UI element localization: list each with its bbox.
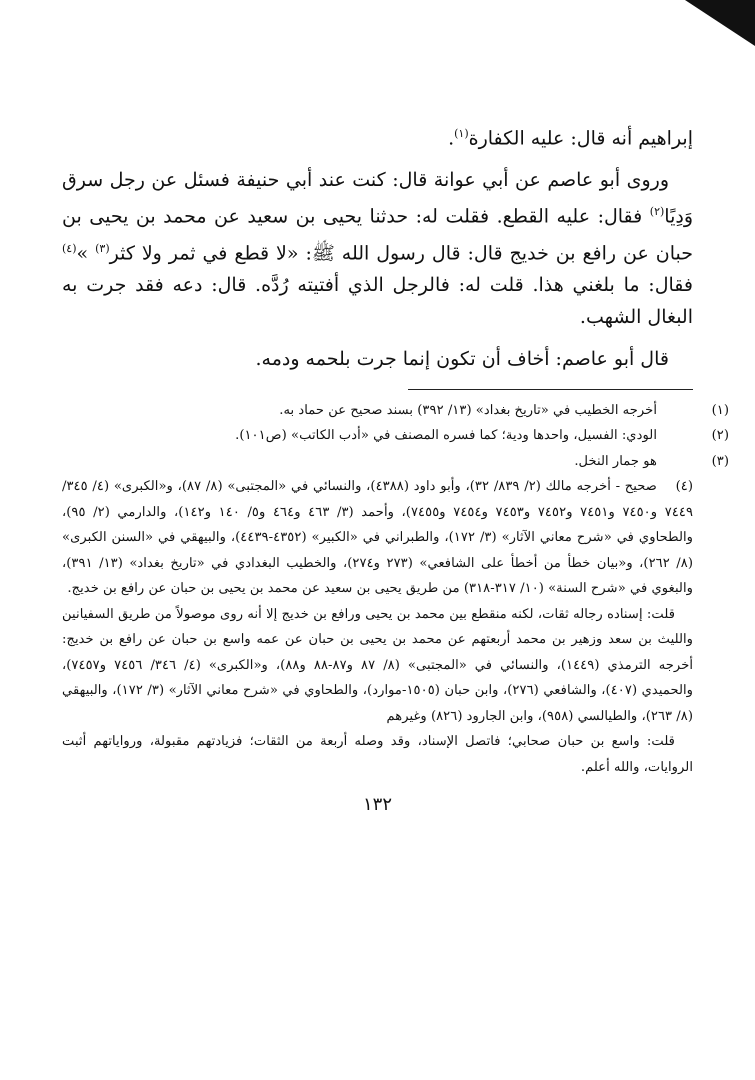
footnote-text: الودي: الفسيل، واحدها ودية؛ كما فسره المصنف في «أدب الكاتب» (ص١٠١). xyxy=(235,428,657,444)
paragraph-end: . xyxy=(448,127,455,150)
page-corner-shadow xyxy=(685,0,755,46)
footnote-ref-1: (١) xyxy=(454,127,469,140)
footnote-number: (٤) xyxy=(675,479,693,495)
footnote-3 xyxy=(62,449,729,475)
footnote-number: (١) xyxy=(711,402,729,418)
footnote-text: أخرجه الخطيب في «تاريخ بغداد» (١٣/ ٣٩٢) بسند صحيح عن حماد به. xyxy=(279,402,657,418)
paragraph-text: وروى أبو عاصم عن أبي عوانة قال: كنت عند أبي حنيفة فسئل عن رجل سرق وَدِيًا xyxy=(62,169,693,228)
paragraph-abu-asim: قال أبو عاصم: أخاف أن تكون إنما جرت بلحمه ودمه. xyxy=(255,347,669,370)
footnote-note-isnad: قلت: إسناده رجاله ثقات، لكنه منقطع بين محمد بن يحيى ورافع بن خديج إلا أنه روى موصولاً من طريق السفيانين والليث بن سعد وزهير بن محمد أربعتهم عن محمد بن يحيى بن حبان عن عمه واسع بن حبان عن رافع بن خديج: أخرجه الترمذي (١٤٤٩)، والنسائي في «المجتبى» (٨/ ٨٧ و٨٧-٨٨ و٨٨)، و«الكبرى» (٤/ ٣٤٦/ ٧٤٥٦ و٧٤٥٧)، والحميدي (٤٠٧)، والشافعي (٢٧٦)، وابن حبان (١٥٠٥-موارد)، والطحاوي في «شرح معاني الآثار» (٣/ ١٧٢)، والبيهقي (٨/ ٢٦٣)، والطيالسي (٩٥٨)، وابن الجارود (٨٢٦) وغيرهم xyxy=(62,606,694,724)
paragraph-text: إبراهيم أنه قال: عليه الكفارة xyxy=(468,127,693,150)
paragraph-text: فقال: ما بلغني هذا. قلت له: فالرجل الذي أفتيته رُدَّه. قال: دعه فقد جرت به البغال الشهب. xyxy=(62,273,693,328)
footnote-2 xyxy=(62,423,729,449)
page-number: ١٣٢ xyxy=(362,794,392,816)
footnote-ref-3: (٣) xyxy=(95,241,110,255)
paragraph-abu-awana xyxy=(62,164,693,333)
footnote-1 xyxy=(62,398,729,424)
paragraph-text: » xyxy=(76,241,96,264)
footnote-ref-2: (٢) xyxy=(649,205,665,219)
footnote-text: صحيح - أخرجه مالك (٢/ ٨٣٩/ ٣٢)، وأبو داود (٤٣٨٨)، والنسائي في «المجتبى» (٨/ ٨٧)، و«الكبرى» (٤/ ٣٤٥/ ٧٤٤٩ و٧٤٥٠ و٧٤٥١ و٧٤٥٢ و٧٤٥٣ و٧٤٥٤ و٧٤٥٥)، وأحمد (٣/ ٤٦٣ و٤٦٤ و٥/ ١٤٠ و١٤٢)، والدارمي (٢/ ٩٥)، والطحاوي في «شرح معاني الآثار» (٣/ ١٧٢)، والطبراني في «الكبير» (٤٣٥٢-٤٤٣٩)، والبيهقي في «السنن الكبرى» (٨/ ٢٦٢)، و«بيان خطأ من أخطأ على الشافعي» (٢٧٣ و٢٧٤)، والخطيب البغدادي في «تاريخ بغداد» (١٣/ ٣٩١)، والبغوي في «شرح السنة» (١٠/ ٣١٧-٣١٨) من طريق يحيى بن سعيد عن محمد بن يحيى بن حبان عن رافع بن خديج. xyxy=(62,479,694,597)
footnote-ref-4: (٤) xyxy=(62,241,77,255)
book-page xyxy=(62,118,729,816)
footnote-4 xyxy=(62,474,693,602)
footnote-note-conclusion: قلت: واسع بن حبان صحابي؛ فاتصل الإسناد، وقد وصله أربعة من الثقات؛ فزيادتهم مقبولة، ورواياتهم أثبت الروايات، والله أعلم. xyxy=(62,734,693,775)
footnote-separator xyxy=(408,389,693,390)
paragraph-text: فقال: عليه القطع. فقلت له: حدثنا يحيى بن سعيد عن محمد بن يحيى بن حبان عن رافع بن خديج قال: قال رسول الله ﷺ: «لا قطع في ثمر ولا كثر xyxy=(62,205,694,264)
paragraph-ibrahim xyxy=(62,118,693,154)
footnote-number: (٢) xyxy=(711,428,729,444)
footnote-text: هو جمار النخل. xyxy=(574,453,657,469)
footnote-number: (٣) xyxy=(711,453,729,469)
